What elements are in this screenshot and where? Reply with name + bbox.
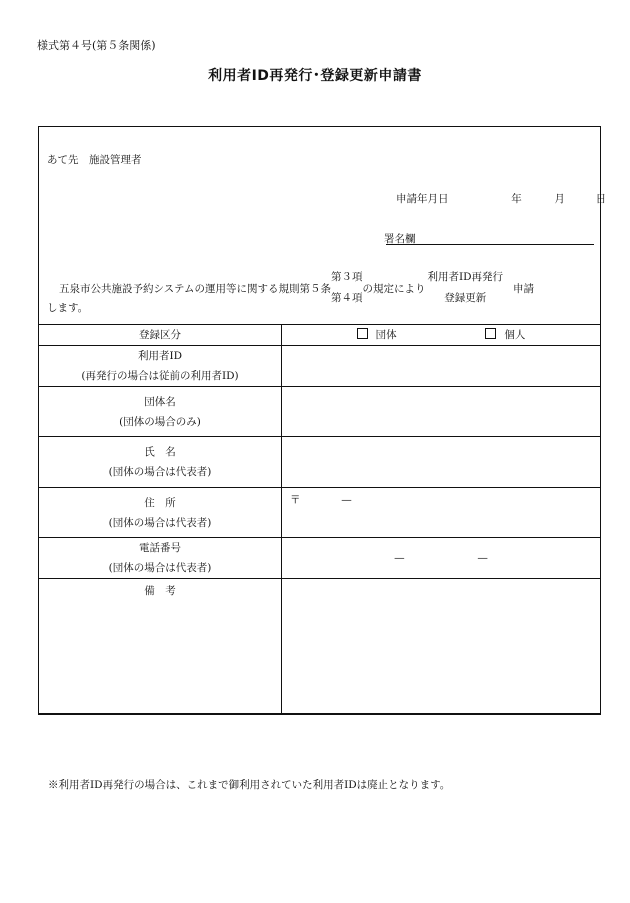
option-group-label: 団体 (375, 329, 397, 341)
rule-statement (59, 267, 534, 309)
remarks-field[interactable] (282, 579, 601, 715)
row-label: 電話番号 (139, 542, 181, 554)
addressee: あて先 施設管理者 (47, 154, 142, 166)
registration-type-options (282, 325, 601, 346)
signature-line[interactable] (386, 244, 594, 245)
row-sublabel: (団体の場合は代表者) (108, 516, 212, 529)
row-sublabel: (団体の場合は代表者) (108, 562, 212, 574)
phone-dash-2: — (477, 552, 488, 564)
application-form-box (38, 126, 607, 714)
remarks-label (39, 579, 282, 715)
user-id-label (39, 346, 282, 387)
rule-prefix: 五泉市公共施設予約システムの運用等に関する規則第５条 (59, 282, 331, 295)
application-date-row (396, 191, 606, 206)
form-number: 様式第４号(第５条関係) (37, 39, 156, 52)
rule-continuation: します。 (47, 302, 89, 314)
rule-suffix: 申請 (513, 282, 535, 295)
row-label: 氏 名 (144, 446, 176, 458)
user-id-field[interactable] (282, 346, 601, 387)
postal-mark: 〒 (290, 494, 301, 506)
clause-3[interactable]: 第３項 (330, 271, 363, 283)
row-sublabel: (団体の場合のみ) (119, 415, 201, 428)
registration-type-label: 登録区分 (39, 325, 282, 346)
checkbox-group[interactable] (357, 328, 368, 339)
name-field[interactable] (282, 437, 601, 488)
date-month-field[interactable]: 月 (554, 193, 565, 205)
row-sublabel: (団体の場合は代表者) (108, 466, 212, 478)
row-label: 備 考 (144, 585, 176, 597)
page-title: 利用者ID再発行･登録更新申請書 (208, 68, 422, 84)
application-date-label: 申請年月日 (396, 193, 449, 205)
row-sublabel: (再発行の場合は従前の利用者ID) (81, 370, 239, 382)
option-individual-label: 個人 (504, 329, 526, 341)
phone-field[interactable] (282, 538, 601, 579)
footnote: ※利用者ID再発行の場合は、これまで御利用されていた利用者IDは廃止となります。 (48, 779, 451, 791)
action-renewal[interactable]: 登録更新 (444, 292, 487, 304)
group-name-label (39, 387, 282, 437)
checkbox-individual[interactable] (485, 328, 496, 339)
row-label: 住 所 (144, 496, 176, 509)
clause-choice[interactable] (331, 267, 363, 309)
date-day-field[interactable]: 日 (595, 193, 607, 205)
applicant-table (38, 324, 601, 715)
address-field[interactable] (282, 488, 601, 538)
address-label (39, 488, 282, 538)
action-reissue[interactable]: 利用者ID再発行 (427, 271, 504, 283)
name-label (39, 437, 282, 488)
row-label: 団体名 (144, 395, 176, 408)
clause-4[interactable]: 第４項 (330, 292, 363, 304)
signature-label: 署名欄 (384, 233, 416, 245)
row-label: 利用者ID (137, 350, 183, 362)
phone-dash-1: — (394, 552, 405, 564)
group-name-field[interactable] (282, 387, 601, 437)
date-year-field[interactable]: 年 (511, 193, 522, 205)
rule-middle: の規定により (362, 282, 426, 295)
postal-dash: — (341, 494, 352, 506)
phone-label (39, 538, 282, 579)
action-choice[interactable] (427, 267, 503, 309)
